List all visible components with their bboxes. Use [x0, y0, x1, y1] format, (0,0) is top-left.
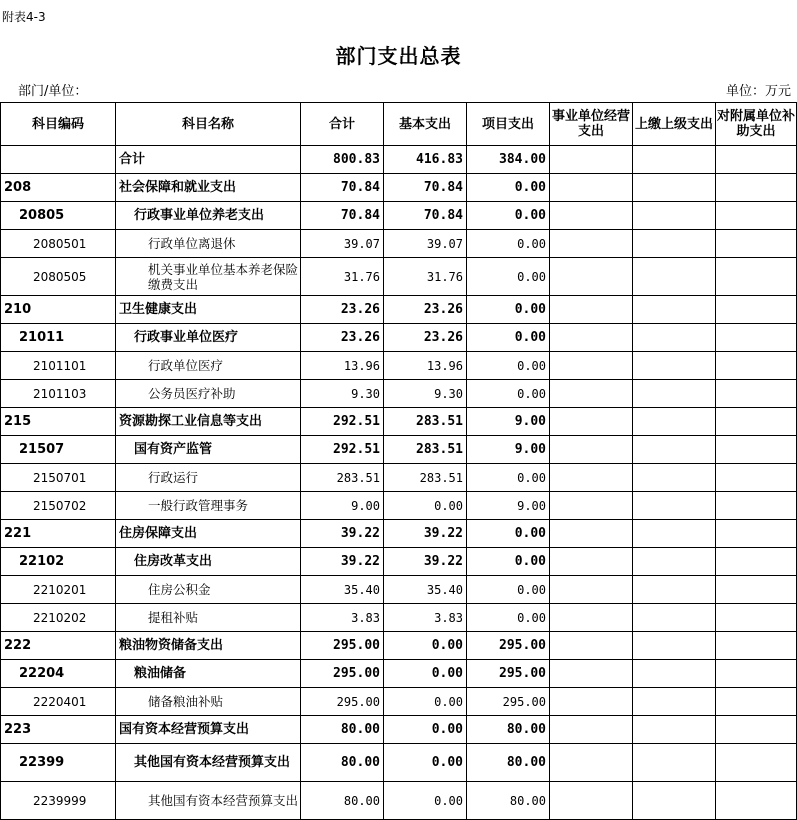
row-name: 粮油物资储备支出 [116, 632, 301, 660]
row-basic: 3.83 [384, 604, 467, 632]
row-total: 23.26 [301, 324, 384, 352]
row-remit [633, 408, 716, 436]
row-code [1, 146, 116, 174]
row-total: 9.30 [301, 380, 384, 408]
header-name: 科目名称 [116, 103, 301, 146]
row-total: 35.40 [301, 576, 384, 604]
row-name: 粮油储备 [116, 660, 301, 688]
row-basic: 39.22 [384, 520, 467, 548]
row-name: 机关事业单位基本养老保险缴费支出 [116, 258, 301, 296]
row-business [550, 632, 633, 660]
header-remit: 上缴上级支出 [633, 103, 716, 146]
row-business [550, 576, 633, 604]
row-basic: 70.84 [384, 174, 467, 202]
row-basic: 0.00 [384, 744, 467, 782]
table-row [1, 202, 797, 230]
row-name: 提租补贴 [116, 604, 301, 632]
row-basic: 70.84 [384, 202, 467, 230]
row-subsidy [716, 782, 797, 820]
row-business [550, 604, 633, 632]
row-code: 2210201 [1, 576, 116, 604]
row-business [550, 436, 633, 464]
row-project: 80.00 [467, 744, 550, 782]
row-basic: 35.40 [384, 576, 467, 604]
row-remit [633, 604, 716, 632]
row-subsidy [716, 436, 797, 464]
row-remit [633, 548, 716, 576]
row-subsidy [716, 324, 797, 352]
row-remit [633, 716, 716, 744]
row-total: 295.00 [301, 660, 384, 688]
row-business [550, 380, 633, 408]
table-row [1, 632, 797, 660]
header-code: 科目编码 [1, 103, 116, 146]
row-subsidy [716, 296, 797, 324]
table-row [1, 174, 797, 202]
row-name: 卫生健康支出 [116, 296, 301, 324]
row-basic: 416.83 [384, 146, 467, 174]
row-name: 国有资本经营预算支出 [116, 716, 301, 744]
row-business [550, 258, 633, 296]
row-business [550, 352, 633, 380]
row-name: 其他国有资本经营预算支出 [116, 782, 301, 820]
row-name: 行政单位离退休 [116, 230, 301, 258]
table-row [1, 436, 797, 464]
row-subsidy [716, 408, 797, 436]
row-total: 292.51 [301, 408, 384, 436]
row-subsidy [716, 632, 797, 660]
row-project: 9.00 [467, 408, 550, 436]
row-name: 行政事业单位医疗 [116, 324, 301, 352]
table-row [1, 716, 797, 744]
row-remit [633, 296, 716, 324]
row-total: 295.00 [301, 688, 384, 716]
row-remit [633, 436, 716, 464]
row-total: 23.26 [301, 296, 384, 324]
row-code: 208 [1, 174, 116, 202]
row-remit [633, 380, 716, 408]
row-total: 292.51 [301, 436, 384, 464]
row-total: 80.00 [301, 744, 384, 782]
row-name: 行政单位医疗 [116, 352, 301, 380]
row-business [550, 660, 633, 688]
row-remit [633, 464, 716, 492]
table-row [1, 548, 797, 576]
row-name: 公务员医疗补助 [116, 380, 301, 408]
table-row [1, 230, 797, 258]
row-subsidy [716, 660, 797, 688]
table-row [1, 744, 797, 782]
row-basic: 0.00 [384, 716, 467, 744]
row-name: 其他国有资本经营预算支出 [116, 744, 301, 782]
row-business [550, 716, 633, 744]
row-total: 39.07 [301, 230, 384, 258]
row-code: 2080505 [1, 258, 116, 296]
row-total: 31.76 [301, 258, 384, 296]
table-row [1, 258, 797, 296]
row-total: 80.00 [301, 782, 384, 820]
row-business [550, 296, 633, 324]
row-subsidy [716, 464, 797, 492]
row-remit [633, 174, 716, 202]
row-project: 0.00 [467, 352, 550, 380]
row-subsidy [716, 230, 797, 258]
table-row [1, 408, 797, 436]
row-business [550, 782, 633, 820]
row-code: 221 [1, 520, 116, 548]
row-business [550, 230, 633, 258]
row-project: 0.00 [467, 548, 550, 576]
row-code: 2101103 [1, 380, 116, 408]
row-name: 社会保障和就业支出 [116, 174, 301, 202]
table-row [1, 146, 797, 174]
row-subsidy [716, 576, 797, 604]
row-basic: 39.07 [384, 230, 467, 258]
row-remit [633, 352, 716, 380]
row-total: 283.51 [301, 464, 384, 492]
row-project: 0.00 [467, 230, 550, 258]
row-total: 295.00 [301, 632, 384, 660]
row-basic: 283.51 [384, 436, 467, 464]
row-total: 800.83 [301, 146, 384, 174]
row-subsidy [716, 548, 797, 576]
row-business [550, 520, 633, 548]
row-project: 80.00 [467, 782, 550, 820]
row-name: 住房保障支出 [116, 520, 301, 548]
row-total: 70.84 [301, 174, 384, 202]
row-name: 储备粮油补贴 [116, 688, 301, 716]
row-business [550, 202, 633, 230]
row-remit [633, 576, 716, 604]
header-basic: 基本支出 [384, 103, 467, 146]
row-basic: 0.00 [384, 782, 467, 820]
row-project: 0.00 [467, 380, 550, 408]
row-name: 一般行政管理事务 [116, 492, 301, 520]
row-remit [633, 258, 716, 296]
row-code: 222 [1, 632, 116, 660]
row-project: 0.00 [467, 258, 550, 296]
row-project: 0.00 [467, 576, 550, 604]
row-business [550, 324, 633, 352]
header-business: 事业单位经营支出 [550, 103, 633, 146]
department-label: 部门/单位： [18, 84, 88, 99]
row-code: 2239999 [1, 782, 116, 820]
table-row [1, 492, 797, 520]
row-subsidy [716, 258, 797, 296]
row-project: 9.00 [467, 436, 550, 464]
row-remit [633, 202, 716, 230]
row-subsidy [716, 744, 797, 782]
row-business [550, 146, 633, 174]
row-total: 3.83 [301, 604, 384, 632]
row-name: 住房公积金 [116, 576, 301, 604]
row-name: 资源勘探工业信息等支出 [116, 408, 301, 436]
row-remit [633, 782, 716, 820]
row-subsidy [716, 520, 797, 548]
header-project: 项目支出 [467, 103, 550, 146]
row-subsidy [716, 688, 797, 716]
row-project: 295.00 [467, 660, 550, 688]
row-project: 295.00 [467, 688, 550, 716]
row-project: 295.00 [467, 632, 550, 660]
row-name: 行政运行 [116, 464, 301, 492]
row-subsidy [716, 604, 797, 632]
row-code: 2220401 [1, 688, 116, 716]
table-row [1, 660, 797, 688]
row-code: 223 [1, 716, 116, 744]
header-total: 合计 [301, 103, 384, 146]
row-basic: 13.96 [384, 352, 467, 380]
row-business [550, 408, 633, 436]
row-total: 70.84 [301, 202, 384, 230]
row-basic: 23.26 [384, 324, 467, 352]
row-name: 住房改革支出 [116, 548, 301, 576]
header-subsidy: 对附属单位补助支出 [716, 103, 797, 146]
row-basic: 0.00 [384, 688, 467, 716]
row-total: 39.22 [301, 548, 384, 576]
row-remit [633, 520, 716, 548]
row-code: 2150701 [1, 464, 116, 492]
row-business [550, 548, 633, 576]
row-remit [633, 230, 716, 258]
row-code: 2080501 [1, 230, 116, 258]
row-total: 39.22 [301, 520, 384, 548]
row-basic: 0.00 [384, 632, 467, 660]
row-project: 0.00 [467, 324, 550, 352]
table-row [1, 576, 797, 604]
row-code: 22399 [1, 744, 116, 782]
table-row [1, 352, 797, 380]
row-subsidy [716, 174, 797, 202]
row-name: 行政事业单位养老支出 [116, 202, 301, 230]
row-project: 0.00 [467, 296, 550, 324]
row-subsidy [716, 492, 797, 520]
row-project: 9.00 [467, 492, 550, 520]
row-subsidy [716, 202, 797, 230]
row-name: 合计 [116, 146, 301, 174]
expenditure-table [0, 102, 797, 820]
attachment-label: 附表4-3 [2, 10, 46, 24]
row-subsidy [716, 146, 797, 174]
row-remit [633, 146, 716, 174]
row-code: 2150702 [1, 492, 116, 520]
row-project: 0.00 [467, 202, 550, 230]
row-remit [633, 492, 716, 520]
row-basic: 9.30 [384, 380, 467, 408]
row-remit [633, 660, 716, 688]
row-business [550, 174, 633, 202]
row-project: 384.00 [467, 146, 550, 174]
table-body [1, 146, 797, 820]
table-header-row [1, 103, 797, 146]
row-total: 9.00 [301, 492, 384, 520]
row-business [550, 744, 633, 782]
row-code: 21011 [1, 324, 116, 352]
row-business [550, 464, 633, 492]
row-subsidy [716, 716, 797, 744]
row-subsidy [716, 352, 797, 380]
table-row [1, 464, 797, 492]
table-row [1, 324, 797, 352]
row-subsidy [716, 380, 797, 408]
row-project: 0.00 [467, 604, 550, 632]
row-project: 0.00 [467, 520, 550, 548]
row-code: 215 [1, 408, 116, 436]
row-remit [633, 744, 716, 782]
row-total: 80.00 [301, 716, 384, 744]
row-total: 13.96 [301, 352, 384, 380]
row-code: 22102 [1, 548, 116, 576]
row-basic: 23.26 [384, 296, 467, 324]
table-row [1, 688, 797, 716]
row-code: 21507 [1, 436, 116, 464]
table-row [1, 604, 797, 632]
row-remit [633, 324, 716, 352]
table-row [1, 296, 797, 324]
row-basic: 31.76 [384, 258, 467, 296]
row-business [550, 492, 633, 520]
row-basic: 0.00 [384, 660, 467, 688]
row-remit [633, 632, 716, 660]
row-project: 80.00 [467, 716, 550, 744]
row-code: 2210202 [1, 604, 116, 632]
row-basic: 39.22 [384, 548, 467, 576]
table-row [1, 520, 797, 548]
table-row [1, 782, 797, 820]
row-code: 2101101 [1, 352, 116, 380]
row-code: 22204 [1, 660, 116, 688]
row-basic: 0.00 [384, 492, 467, 520]
table-row [1, 380, 797, 408]
unit-label: 单位：万元 [725, 84, 791, 99]
row-remit [633, 688, 716, 716]
row-basic: 283.51 [384, 464, 467, 492]
row-business [550, 688, 633, 716]
row-basic: 283.51 [384, 408, 467, 436]
row-name: 国有资产监管 [116, 436, 301, 464]
row-code: 210 [1, 296, 116, 324]
row-code: 20805 [1, 202, 116, 230]
page-title: 部门支出总表 [335, 44, 462, 68]
row-project: 0.00 [467, 464, 550, 492]
row-project: 0.00 [467, 174, 550, 202]
